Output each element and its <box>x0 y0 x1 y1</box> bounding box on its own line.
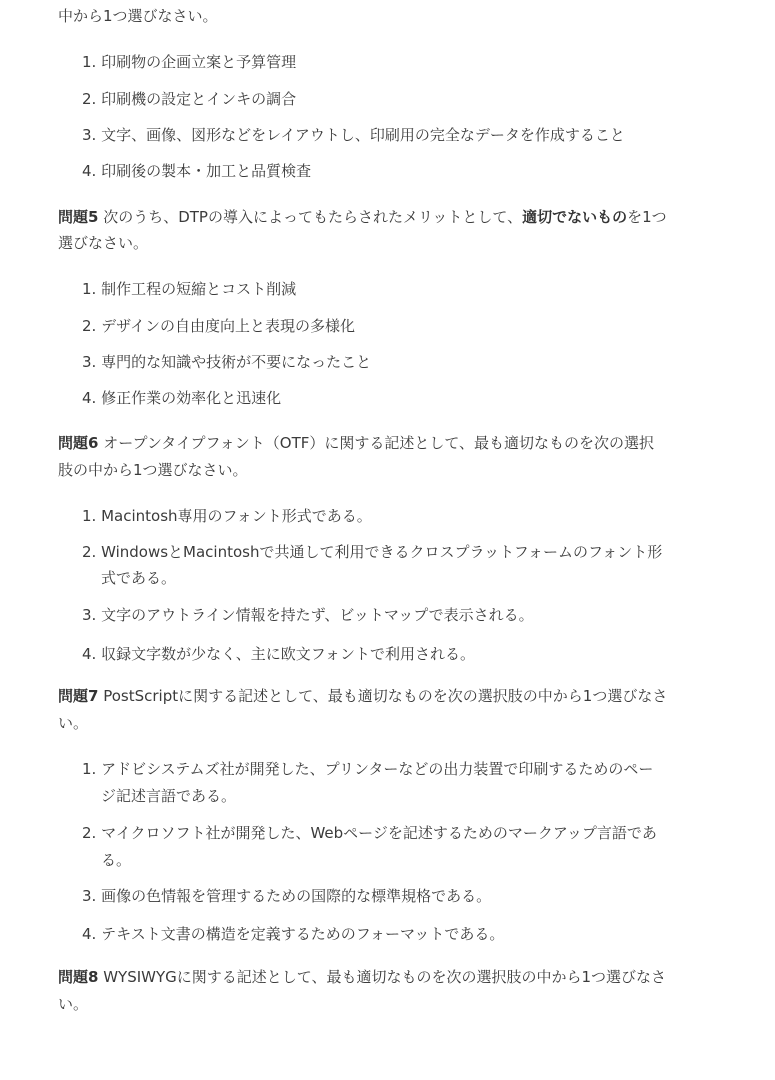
option-1: 1. アドビシステムズ社が開発した、プリンターなどの出力装置で印刷するためのペー <box>82 760 654 778</box>
option-1: 1. 印刷物の企画立案と予算管理 <box>82 53 297 71</box>
option-3: 3. 文字、画像、図形などをレイアウトし、印刷用の完全なデータを作成すること <box>82 126 625 144</box>
option-2: 2. 印刷機の設定とインキの調合 <box>82 90 297 108</box>
question-7-line-1 <box>58 686 667 706</box>
option-1: 1. 制作工程の短縮とコスト削減 <box>82 280 297 298</box>
option-3: 3. 専門的な知識や技術が不要になったこと <box>82 353 372 371</box>
question-7-line-2: い。 <box>58 714 89 732</box>
question-5-text-pre: 次のうち、DTPの導入によってもたらされたメリットとして、 <box>98 208 523 226</box>
question-6-text: オープンタイプフォント（OTF）に関する記述として、最も適切なものを次の選択 <box>98 434 655 452</box>
option-2-continuation: 式である。 <box>101 569 177 587</box>
question-7-text: PostScriptに関する記述として、最も適切なものを次の選択肢の中から1つ選びなさ <box>98 687 668 705</box>
question-7-label: 問題7 <box>58 687 99 705</box>
option-4: 4. 収録文字数が少なく、主に欧文フォントで利用される。 <box>82 645 476 663</box>
question-8-label: 問題8 <box>58 968 99 986</box>
question-5-label: 問題5 <box>58 208 99 226</box>
question-5-text-post: を1つ <box>627 208 667 226</box>
option-2-continuation: る。 <box>101 851 132 869</box>
option-2: 2. デザインの自由度向上と表現の多様化 <box>82 317 356 335</box>
question-5-emphasis: 適切でないもの <box>522 208 628 226</box>
question-6-line-1 <box>58 433 654 453</box>
question-5-line-2: 選びなさい。 <box>58 234 149 252</box>
option-1: 1. Macintosh専用のフォント形式である。 <box>82 507 372 525</box>
option-3: 3. 文字のアウトライン情報を持たず、ビットマップで表示される。 <box>82 606 534 624</box>
question-8-line-1 <box>58 967 666 987</box>
question-6-line-2: 肢の中から1つ選びなさい。 <box>58 461 248 479</box>
question-tail-text: 中から1つ選びなさい。 <box>58 7 218 25</box>
option-4: 4. テキスト文書の構造を定義するためのフォーマットである。 <box>82 925 505 943</box>
option-2: 2. マイクロソフト社が開発した、Webページを記述するためのマークアップ言語であ <box>82 824 657 842</box>
option-2: 2. WindowsとMacintoshで共通して利用できるクロスプラットフォームのフォント形 <box>82 543 663 561</box>
question-6-label: 問題6 <box>58 434 99 452</box>
option-4: 4. 修正作業の効率化と迅速化 <box>82 389 282 407</box>
option-1-continuation: ジ記述言語である。 <box>101 787 237 805</box>
option-4: 4. 印刷後の製本・加工と品質検査 <box>82 162 312 180</box>
question-8-text: WYSIWYGに関する記述として、最も適切なものを次の選択肢の中から1つ選びなさ <box>98 968 667 986</box>
option-3: 3. 画像の色情報を管理するための国際的な標準規格である。 <box>82 887 492 905</box>
question-8-line-2: い。 <box>58 995 89 1013</box>
question-5-line-1 <box>58 207 667 227</box>
